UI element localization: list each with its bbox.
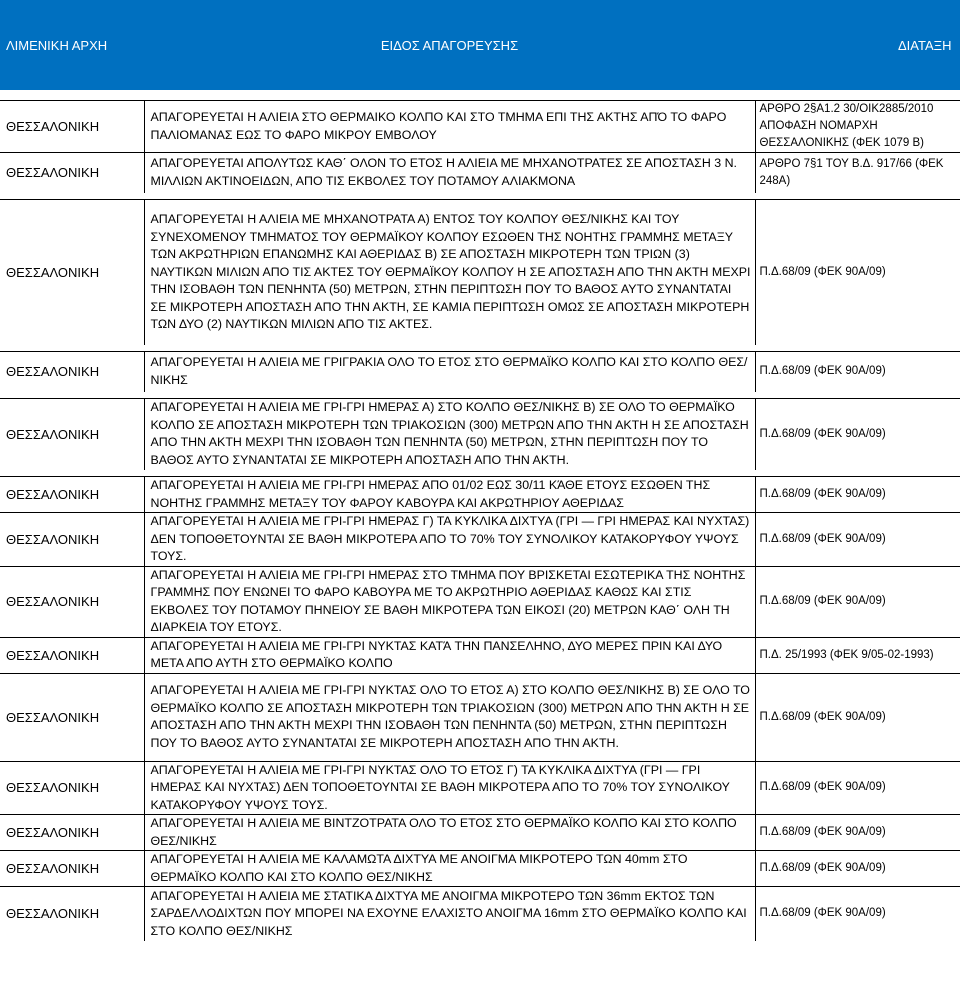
row-description: ΑΠΑΓΟΡΕΥΕΤΑΙ Η ΑΛΙΕΙΑ ΜΕ ΓΡΙ-ΓΡΙ ΗΜΕΡΑΣ Γ) ΤΑ ΚΥΚΛΙΚΑ ΔΙΧΤΥΑ (ΓΡΙ — ΓΡΙ ΗΜΕΡΑΣ ΚΑΙ ΝΥΧΤΑΣ) ΔΕΝ ΤΟΠΟΘΕΤΟΥΝΤΑΙ ΣΕ ΒΑΘΗ ΜΙΚΡΟΤΕΡΑ ΑΠΟ ΤΟ 70% ΤΟΥ ΣΥΝΟΛΙΚΟΥ ΚΑΤΑΚΟΡΥΦΟΥ ΥΨΟΥΣ ΤΟΥΣ.: [144, 513, 755, 567]
table-header: [0, 0, 960, 90]
row-reference: Π.Δ.68/09 (ΦΕΚ 90Α/09): [755, 566, 960, 637]
header-order: ΔΙΑΤΑΞΗ: [755, 0, 960, 90]
row-port: ΘΕΣΣΑΛΟΝΙΚΗ: [0, 101, 144, 153]
table-row: [0, 637, 960, 673]
row-reference: ΑΡΘΡΟ 2§Α1.2 30/ΟΙΚ2885/2010 ΑΠΟΦΑΣΗ ΝΟΜΑΡΧΗ ΘΕΣΣΑΛΟΝΙΚΗΣ (ΦΕΚ 1079 Β): [755, 101, 960, 153]
row-reference: Π.Δ.68/09 (ΦΕΚ 90Α/09): [755, 352, 960, 392]
table-row: [0, 398, 960, 470]
row-port: ΘΕΣΣΑΛΟΝΙΚΗ: [0, 887, 144, 941]
row-port: ΘΕΣΣΑΛΟΝΙΚΗ: [0, 477, 144, 513]
row-description: ΑΠΑΓΟΡΕΥΕΤΑΙ Η ΑΛΙΕΙΑ ΜΕ ΓΡΙ-ΓΡΙ ΗΜΕΡΑΣ ΑΠΟ 01/02 ΕΩΣ 30/11 ΚΆΘΕ ΕΤΟΥΣ ΕΣΩΘΕΝ ΤΗΣ ΝΟΗΤΗΣ ΓΡΑΜΜΗΣ ΜΕΤΑΞΥ ΤΟΥ ΦΑΡΟΥ ΚΑΒΟΥΡΑ ΚΑΙ ΑΚΡΩΤΗΡΙΟΥ ΑΘΕΡΙΔΑΣ: [144, 477, 755, 513]
row-reference: Π.Δ.68/09 (ΦΕΚ 90Α/09): [755, 815, 960, 851]
row-port: ΘΕΣΣΑΛΟΝΙΚΗ: [0, 153, 144, 193]
row-reference: ΑΡΘΡΟ 7§1 ΤΟΥ Β.Δ. 917/66 (ΦΕΚ 248Α): [755, 153, 960, 193]
header-type: ΕΙΔΟΣ ΑΠΑΓΟΡΕΥΣΗΣ: [144, 0, 755, 90]
table-row: [0, 477, 960, 513]
row-description: ΑΠΑΓΟΡΕΥΕΤΑΙ Η ΑΛΙΕΙΑ ΜΕ ΓΡΙ-ΓΡΙ ΗΜΕΡΑΣ ΣΤΟ ΤΜΗΜΑ ΠΟΥ ΒΡΙΣΚΕΤΑΙ ΕΣΩΤΕΡΙΚΑ ΤΗΣ ΝΟΗΤΗΣ ΓΡΑΜΜΗΣ ΠΟΥ ΕΝΩΝΕΙ ΤΟ ΦΑΡΟ ΚΑΒΟΥΡΑ ΜΕ ΤΟ ΑΚΡΩΤΗΡΙΟ ΑΘΕΡΙΔΑΣ ΚΑΘΩΣ ΚΑΙ ΣΤΙΣ ΕΚΒΟΛΕΣ ΤΟΥ ΠΟΤΑΜΟΥ ΠΗΝΕΙΟΥ ΣΕ ΒΑΘΗ ΜΙΚΡΟΤΕΡΑ ΤΩΝ ΕΙΚΟΣΙ (20) ΜΕΤΡΩΝ ΚΑΘ΄ ΟΛΗ ΤΗ ΔΙΑΡΚΕΙΑ ΤΟΥ ΕΤΟΥΣ.: [144, 566, 755, 637]
row-port: ΘΕΣΣΑΛΟΝΙΚΗ: [0, 398, 144, 470]
row-description: ΑΠΑΓΟΡΕΥΕΤΑΙ Η ΑΛΙΕΙΑ ΜΕ ΜΗΧΑΝΟΤΡΑΤΑ Α) ΕΝΤΟΣ ΤΟΥ ΚΟΛΠΟΥ ΘΕΣ/ΝΙΚΗΣ ΚΑΙ ΤΟΥ ΣΥΝΕΧΟΜΕΝΟΥ ΤΜΗΜΑΤΟΣ ΤΟΥ ΘΕΡΜΑΪΚΟΥ ΚΟΛΠΟΥ ΕΣΩΘΕΝ ΤΗΣ ΝΟΗΤΗΣ ΓΡΑΜΜΗΣ ΜΕΤΑΞΥ ΤΩΝ ΑΚΡΩΤΗΡΙΩΝ ΕΠΑΝΩΜΗΣ ΚΑΙ ΑΘΕΡΙΔΑΣ Β) ΣΕ ΑΠΟΣΤΑΣΗ ΜΙΚΡΟΤΕΡΗ ΤΩΝ ΤΡΙΩΝ (3) ΝΑΥΤΙΚΩΝ ΜΙΛΙΩΝ ΑΠΟ ΤΙΣ ΑΚΤΕΣ ΤΟΥ ΘΕΡΜΑΪΚΟΥ ΚΟΛΠΟΥ Η ΣΕ ΑΠΟΣΤΑΣΗ ΑΠΟ ΤΗΝ ΑΚΤΗ ΜΕΧΡΙ ΤΗΝ ΙΣΟΒΑΘΗ ΤΩΝ ΠΕΝΗΝΤΑ (50) ΜΕΤΡΩΝ, ΣΤΗΝ ΠΕΡΙΠΤΩΣΗ ΠΟΥ ΤΟ ΒΑΘΟΣ ΑΥΤΟ ΣΥΝΑΝΤΑΤΑΙ ΣΕ ΜΙΚΡΟΤΕΡΗ ΑΠΟΣΤΑΣΗ ΑΠΟ ΤΗΝ ΑΚΤΗ, ΣΕ ΚΑΜΙΑ ΠΕΡΙΠΤΩΣΗ ΟΜΩΣ ΣΕ ΑΠΟΣΤΑΣΗ ΜΙΚΡΟΤΕΡΗ ΤΩΝ ΔΥΟ (2) ΝΑΥΤΙΚΩΝ ΜΙΛΙΩΝ ΑΠΟ ΤΙΣ ΑΚΤΕΣ.: [144, 199, 755, 345]
table-row: [0, 513, 960, 567]
row-description: ΑΠΑΓΟΡΕΥΕΤΑΙ Η ΑΛΙΕΙΑ ΜΕ ΒΙΝΤΖΟΤΡΑΤΑ ΟΛΟ ΤΟ ΕΤΟΣ ΣΤΟ ΘΕΡΜΑΪΚΟ ΚΟΛΠΟ ΚΑΙ ΣΤΟ ΚΟΛΠΟ ΘΕΣ/ΝΙΚΗΣ: [144, 815, 755, 851]
table-row: [0, 566, 960, 637]
row-reference: Π.Δ.68/09 (ΦΕΚ 90Α/09): [755, 513, 960, 567]
row-description: ΑΠΑΓΟΡΕΥΕΤΑΙ Η ΑΛΙΕΙΑ ΜΕ ΓΡΙΓΡΑΚΙΑ ΟΛΟ ΤΟ ΕΤΟΣ ΣΤΟ ΘΕΡΜΑΪΚΟ ΚΟΛΠΟ ΚΑΙ ΣΤΟ ΚΟΛΠΟ ΘΕΣ/ΝΙΚΗΣ: [144, 352, 755, 392]
table-row: [0, 887, 960, 941]
row-reference: Π.Δ.68/09 (ΦΕΚ 90Α/09): [755, 199, 960, 345]
row-reference: Π.Δ.68/09 (ΦΕΚ 90Α/09): [755, 673, 960, 761]
row-description: ΑΠΑΓΟΡΕΥΕΤΑΙ Η ΑΛΙΕΙΑ ΜΕ ΓΡΙ-ΓΡΙ ΝΥΚΤΑΣ ΚΑΤΆ ΤΗΝ ΠΑΝΣΕΛΗΝΟ, ΔΥΟ ΜΕΡΕΣ ΠΡΙΝ ΚΑΙ ΔΥΟ ΜΕΤΑ ΑΠΟ ΑΥΤΗ ΣΤΟ ΘΕΡΜΑΪΚΟ ΚΟΛΠΟ: [144, 637, 755, 673]
row-port: ΘΕΣΣΑΛΟΝΙΚΗ: [0, 637, 144, 673]
row-port: ΘΕΣΣΑΛΟΝΙΚΗ: [0, 673, 144, 761]
row-port: ΘΕΣΣΑΛΟΝΙΚΗ: [0, 199, 144, 345]
row-port: ΘΕΣΣΑΛΟΝΙΚΗ: [0, 352, 144, 392]
row-port: ΘΕΣΣΑΛΟΝΙΚΗ: [0, 761, 144, 815]
row-description: ΑΠΑΓΟΡΕΥΕΤΑΙ Η ΑΛΙΕΙΑ ΜΕ ΣΤΑΤΙΚΑ ΔΙΧΤΥΑ ΜΕ ΑΝΟΙΓΜΑ ΜΙΚΡΟΤΕΡΟ ΤΩΝ 36mm ΕΚΤΟΣ ΤΩΝ ΣΑΡΔΕΛΛΟΔΙΧΤΩΝ ΠΟΥ ΜΠΟΡΕΙ ΝΑ ΕΧΟΥΝΕ ΕΛΑΧΙΣΤΟ ΑΝΟΙΓΜΑ 16mm ΣΤΟ ΘΕΡΜΑΪΚΟ ΚΟΛΠΟ ΚΑΙ ΣΤΟ ΚΟΛΠΟ ΘΕΣ/ΝΙΚΗΣ: [144, 887, 755, 941]
header-port: ΛΙΜΕΝΙΚΗ ΑΡΧΗ: [0, 0, 144, 90]
row-reference: Π.Δ.68/09 (ΦΕΚ 90Α/09): [755, 851, 960, 887]
row-port: ΘΕΣΣΑΛΟΝΙΚΗ: [0, 851, 144, 887]
table-row: [0, 815, 960, 851]
row-description: ΑΠΑΓΟΡΕΥΕΤΑΙ Η ΑΛΙΕΙΑ ΜΕ ΓΡΙ-ΓΡΙ ΗΜΕΡΑΣ Α) ΣΤΟ ΚΟΛΠΟ ΘΕΣ/ΝΙΚΗΣ Β) ΣΕ ΟΛΟ ΤΟ ΘΕΡΜΑΪΚΟ ΚΟΛΠΟ ΣΕ ΑΠΟΣΤΑΣΗ ΜΙΚΡΟΤΕΡΗ ΤΩΝ ΤΡΙΑΚΟΣΙΩΝ (300) ΜΕΤΡΩΝ ΑΠΟ ΤΗΝ ΑΚΤΗ Η ΣΕ ΑΠΟΣΤΑΣΗ ΑΠΟ ΤΗΝ ΑΚΤΗ ΜΕΧΡΙ ΤΗΝ ΙΣΟΒΑΘΗ ΤΩΝ ΠΕΝΗΝΤΑ (50) ΜΕΤΡΩΝ, ΣΤΗΝ ΠΕΡΙΠΤΩΣΗ ΠΟΥ ΤΟ ΒΑΘΟΣ ΑΥΤΟ ΣΥΝΑΝΤΑΤΑΙ ΣΕ ΜΙΚΡΟΤΕΡΗ ΑΠΟΣΤΑΣΗ ΑΠΟ ΤΗΝ ΑΚΤΗ.: [144, 398, 755, 470]
row-description: ΑΠΑΓΟΡΕΥΕΤΑΙ ΑΠΟΛΥΤΩΣ ΚΑΘ΄ ΟΛΟΝ ΤΟ ΕΤΟΣ Η ΑΛΙΕΙΑ ΜΕ ΜΗΧΑΝΟΤΡΑΤΕΣ ΣΕ ΑΠΟΣΤΑΣΗ 3 Ν. ΜΙΛΛΙΩΝ ΑΚΤΙΝΟΕΙΔΩΝ, ΑΠΟ ΤΙΣ ΕΚΒΟΛΕΣ ΤΟΥ ΠΟΤΑΜΟΥ ΑΛΙΑΚΜΟΝΑ: [144, 153, 755, 193]
row-port: ΘΕΣΣΑΛΟΝΙΚΗ: [0, 815, 144, 851]
row-port: ΘΕΣΣΑΛΟΝΙΚΗ: [0, 513, 144, 567]
table-row: [0, 761, 960, 815]
row-description: ΑΠΑΓΟΡΕΥΕΤΑΙ Η ΑΛΙΕΙΑ ΜΕ ΚΑΛΑΜΩΤΑ ΔΙΧΤΥΑ ΜΕ ΑΝΟΙΓΜΑ ΜΙΚΡΟΤΕΡΟ ΤΩΝ 40mm ΣΤΟ ΘΕΡΜΑΪΚΟ ΚΟΛΠΟ ΚΑΙ ΣΤΟ ΚΟΛΠΟ ΘΕΣ/ΝΙΚΗΣ: [144, 851, 755, 887]
table-row: [0, 673, 960, 761]
table-row: [0, 352, 960, 392]
row-description: ΑΠΑΓΟΡΕΥΕΤΑΙ Η ΑΛΙΕΙΑ ΜΕ ΓΡΙ-ΓΡΙ ΝΥΚΤΑΣ ΟΛΟ ΤΟ ΕΤΟΣ Γ) ΤΑ ΚΥΚΛΙΚΑ ΔΙΧΤΥΑ (ΓΡΙ — ΓΡΙ ΗΜΕΡΑΣ ΚΑΙ ΝΥΧΤΑΣ) ΔΕΝ ΤΟΠΟΘΕΤΟΥΝΤΑΙ ΣΕ ΒΑΘΗ ΜΙΚΡΟΤΕΡΑ ΑΠΟ ΤΟ 70% ΤΟΥ ΣΥΝΟΛΙΚΟΥ ΚΑΤΑΚΟΡΥΦΟΥ ΥΨΟΥΣ ΤΟΥΣ.: [144, 761, 755, 815]
row-description: ΑΠΑΓΟΡΕΥΕΤΑΙ Η ΑΛΙΕΙΑ ΜΕ ΓΡΙ-ΓΡΙ ΝΥΚΤΑΣ ΟΛΟ ΤΟ ΕΤΟΣ Α) ΣΤΟ ΚΟΛΠΟ ΘΕΣ/ΝΙΚΗΣ Β) ΣΕ ΟΛΟ ΤΟ ΘΕΡΜΑΪΚΟ ΚΟΛΠΟ ΣΕ ΑΠΟΣΤΑΣΗ ΜΙΚΡΟΤΕΡΗ ΤΩΝ ΤΡΙΑΚΟΣΙΩΝ (300) ΜΕΤΡΩΝ ΑΠΟ ΤΗΝ ΑΚΤΗ Η ΣΕ ΑΠΟΣΤΑΣΗ ΑΠΟ ΤΗΝ ΑΚΤΗ ΜΕΧΡΙ ΤΗΝ ΙΣΟΒΑΘΗ ΤΩΝ ΠΕΝΗΝΤΑ (50) ΜΕΤΡΩΝ, ΣΤΗΝ ΠΕΡΙΠΤΩΣΗ ΠΟΥ ΤΟ ΒΑΘΟΣ ΑΥΤΟ ΣΥΝΑΝΤΑΤΑΙ ΣΕ ΜΙΚΡΟΤΕΡΗ ΑΠΟΣΤΑΣΗ ΑΠΟ ΤΗΝ ΑΚΤΗ.: [144, 673, 755, 761]
row-reference: Π.Δ. 25/1993 (ΦΕΚ 9/05-02-1993): [755, 637, 960, 673]
row-reference: Π.Δ.68/09 (ΦΕΚ 90Α/09): [755, 761, 960, 815]
table-row: [0, 101, 960, 153]
row-reference: Π.Δ.68/09 (ΦΕΚ 90Α/09): [755, 477, 960, 513]
table-row: [0, 199, 960, 345]
row-reference: Π.Δ.68/09 (ΦΕΚ 90Α/09): [755, 887, 960, 941]
row-description: ΑΠΑΓΟΡΕΥΕΤΑΙ Η ΑΛΙΕΙΑ ΣΤΟ ΘΕΡΜΑΙΚΟ ΚΟΛΠΟ ΚΑΙ ΣΤΟ ΤΜΗΜΑ ΕΠΙ ΤΗΣ ΑΚΤΗΣ ΑΠΌ ΤΟ ΦΑΡΟ ΠΑΛΙΟΜΑΝΑΣ ΕΩΣ ΤΟ ΦΑΡΟ ΜΙΚΡΟΥ ΕΜΒΟΛΟΥ: [144, 101, 755, 153]
row-port: ΘΕΣΣΑΛΟΝΙΚΗ: [0, 566, 144, 637]
table-row: [0, 851, 960, 887]
row-reference: Π.Δ.68/09 (ΦΕΚ 90Α/09): [755, 398, 960, 470]
table-row: [0, 153, 960, 193]
